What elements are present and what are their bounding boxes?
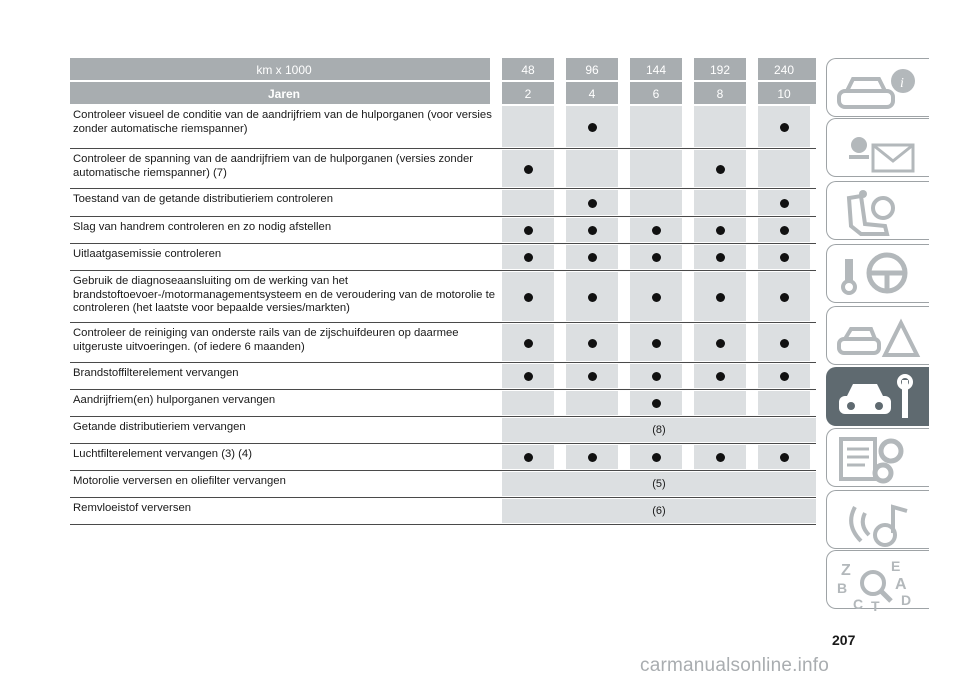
interval-cell [758, 391, 810, 415]
car-info-icon [835, 63, 921, 119]
check-dot-icon [524, 339, 533, 348]
warning-lights-icon [835, 123, 921, 179]
check-dot-icon [780, 339, 789, 348]
row-description: Controleer de reiniging van onderste rails van de zijschuifdeuren op daarmee uitgeruste uitvoeringen. (of iedere 6 maanden) [73, 327, 459, 353]
check-dot-icon [588, 372, 597, 381]
table-row [70, 188, 816, 217]
interval-cell [630, 150, 682, 187]
key-steering-wheel-icon [835, 249, 921, 305]
interval-cell [502, 218, 554, 242]
interval-cell [630, 391, 682, 415]
svg-text:T: T [871, 598, 880, 611]
row-description: Brandstoffilterelement vervangen [73, 367, 239, 379]
svg-text:i: i [900, 76, 904, 91]
sidebar-tab-key-steering-wheel[interactable] [826, 244, 929, 303]
svg-text:C: C [853, 596, 864, 611]
interval-cell [694, 106, 746, 147]
row-description: Motorolie verversen en oliefilter vervangen [73, 475, 286, 487]
interval-cell [758, 324, 810, 361]
svg-text:E: E [891, 558, 901, 574]
interval-cell [502, 272, 554, 321]
check-dot-icon [780, 123, 789, 132]
header-separator [746, 58, 758, 80]
car-maintenance-icon [835, 372, 921, 428]
sidebar-tab-multimedia[interactable] [826, 490, 929, 549]
interval-cell [566, 364, 618, 388]
table-row [70, 322, 816, 363]
years-value: 2 [524, 87, 532, 101]
table-row [70, 104, 816, 149]
interval-cell [694, 245, 746, 269]
row-description: Aandrijfriem(en) hulporganen vervangen [73, 394, 276, 406]
interval-cell [566, 150, 618, 187]
check-dot-icon [588, 226, 597, 235]
check-dot-icon [652, 339, 661, 348]
header-separator [554, 58, 566, 80]
interval-cell [630, 106, 682, 147]
check-dot-icon [716, 339, 725, 348]
interval-cell [694, 324, 746, 361]
sidebar-tab-warning-lights[interactable] [826, 118, 929, 177]
interval-cell [758, 190, 810, 215]
check-dot-icon [524, 253, 533, 262]
interval-cell [502, 391, 554, 415]
interval-cell [758, 364, 810, 388]
svg-text:B: B [837, 580, 848, 596]
interval-note: (8) [502, 418, 816, 442]
interval-cell [758, 218, 810, 242]
check-dot-icon [652, 399, 661, 408]
header-separator [490, 82, 502, 104]
check-dot-icon [588, 339, 597, 348]
check-dot-icon [716, 165, 725, 174]
interval-cell [630, 218, 682, 242]
km-value: 240 [773, 63, 795, 77]
years-value: 8 [716, 87, 724, 101]
alphabetical-index-icon [835, 555, 921, 611]
check-dot-icon [716, 226, 725, 235]
interval-cell [758, 106, 810, 147]
header-separator [682, 82, 694, 104]
row-description: Slag van handrem controleren en zo nodig afstellen [73, 221, 332, 233]
row-description: Gebruik de diagnoseaansluiting om de werking van het brandstoftoevoer-/motormanagementsysteem en de veroudering van de motorolie te controleren (het laatste voor bepaalde versies/markten) [73, 275, 495, 314]
km-value: 192 [709, 63, 731, 77]
interval-cell [502, 324, 554, 361]
km-label: km x 1000 [256, 63, 312, 77]
interval-cell [630, 245, 682, 269]
check-dot-icon [588, 199, 597, 208]
specifications-gear-icon [835, 433, 921, 489]
row-description: Controleer visueel de conditie van de aandrijfriem van de hulporganen (voor versies zonder automatische riemspanner) [73, 109, 492, 135]
row-description: Getande distributieriem vervangen [73, 421, 246, 433]
row-description: Toestand van de getande distributieriem controleren [73, 193, 333, 205]
interval-cell [694, 391, 746, 415]
table-row [70, 470, 816, 498]
table-row [70, 216, 816, 244]
svg-text:D: D [901, 592, 912, 608]
check-dot-icon [588, 253, 597, 262]
interval-cell [566, 245, 618, 269]
interval-cell [694, 445, 746, 469]
table-row [70, 148, 816, 189]
interval-cell [694, 218, 746, 242]
header-separator [490, 58, 502, 80]
row-description: Uitlaatgasemissie controleren [73, 248, 222, 260]
check-dot-icon [716, 253, 725, 262]
check-dot-icon [524, 226, 533, 235]
table-row [70, 416, 816, 444]
check-dot-icon [716, 372, 725, 381]
sidebar-tab-car-info[interactable] [826, 58, 929, 117]
header-separator [618, 82, 630, 104]
years-header-row [70, 82, 816, 104]
interval-cell [566, 218, 618, 242]
interval-cell [502, 150, 554, 187]
years-value: 4 [588, 87, 596, 101]
interval-cell [630, 445, 682, 469]
row-description: Remvloeistof verversen [73, 502, 192, 514]
check-dot-icon [652, 453, 661, 462]
header-separator [682, 58, 694, 80]
check-dot-icon [588, 123, 597, 132]
interval-note: (6) [502, 499, 816, 523]
check-dot-icon [652, 293, 661, 302]
km-header-row [70, 58, 816, 80]
row-description: Controleer de spanning van de aandrijfriem van de hulporganen (versies zonder automatische riemspanner) (7) [73, 153, 474, 179]
header-separator [554, 82, 566, 104]
check-dot-icon [524, 453, 533, 462]
check-dot-icon [780, 453, 789, 462]
check-dot-icon [652, 253, 661, 262]
sidebar-tab-airbag-seat[interactable] [826, 181, 929, 240]
interval-cell [758, 150, 810, 187]
km-value: 48 [521, 63, 535, 77]
interval-cell [758, 245, 810, 269]
check-dot-icon [652, 372, 661, 381]
svg-text:Z: Z [841, 562, 851, 579]
car-accident-icon [835, 311, 921, 367]
interval-cell [566, 324, 618, 361]
interval-cell [694, 190, 746, 215]
header-separator [746, 82, 758, 104]
page-number: 207 [832, 632, 856, 648]
interval-cell [630, 324, 682, 361]
sidebar-tab-alphabetical-index[interactable] [826, 550, 929, 609]
table-row [70, 389, 816, 417]
interval-cell [502, 245, 554, 269]
interval-cell [630, 272, 682, 321]
check-dot-icon [588, 293, 597, 302]
table-row [70, 497, 816, 525]
table-row [70, 362, 816, 390]
interval-cell [502, 106, 554, 147]
check-dot-icon [524, 372, 533, 381]
table-row [70, 443, 816, 471]
svg-text:A: A [895, 576, 907, 593]
km-value: 144 [645, 63, 667, 77]
years-label: Jaren [267, 87, 301, 101]
interval-cell [566, 190, 618, 215]
sidebar-tab-car-accident[interactable] [826, 306, 929, 365]
sidebar-tab-specifications-gear[interactable] [826, 428, 929, 487]
interval-cell [694, 272, 746, 321]
multimedia-icon [835, 495, 921, 551]
header-separator [618, 58, 630, 80]
interval-cell [502, 445, 554, 469]
interval-cell [502, 190, 554, 215]
table-row [70, 243, 816, 271]
row-description: Luchtfilterelement vervangen (3) (4) [73, 448, 252, 460]
interval-cell [630, 364, 682, 388]
interval-cell [502, 364, 554, 388]
check-dot-icon [780, 253, 789, 262]
check-dot-icon [716, 293, 725, 302]
check-dot-icon [780, 372, 789, 381]
check-dot-icon [524, 293, 533, 302]
airbag-seat-icon [835, 186, 921, 242]
years-value: 10 [777, 87, 791, 101]
check-dot-icon [588, 453, 597, 462]
interval-cell [758, 272, 810, 321]
interval-cell [566, 445, 618, 469]
interval-cell [694, 150, 746, 187]
interval-cell [566, 106, 618, 147]
years-value: 6 [652, 87, 660, 101]
check-dot-icon [652, 226, 661, 235]
interval-cell [694, 364, 746, 388]
watermark: carmanualsonline.info [640, 655, 830, 676]
interval-note: (5) [502, 472, 816, 496]
interval-cell [630, 190, 682, 215]
check-dot-icon [716, 453, 725, 462]
sidebar-tab-car-maintenance[interactable] [826, 367, 929, 426]
interval-cell [758, 445, 810, 469]
check-dot-icon [524, 165, 533, 174]
check-dot-icon [780, 226, 789, 235]
table-row [70, 270, 816, 323]
km-value: 96 [585, 63, 599, 77]
interval-cell [566, 391, 618, 415]
check-dot-icon [780, 293, 789, 302]
interval-cell [566, 272, 618, 321]
check-dot-icon [780, 199, 789, 208]
